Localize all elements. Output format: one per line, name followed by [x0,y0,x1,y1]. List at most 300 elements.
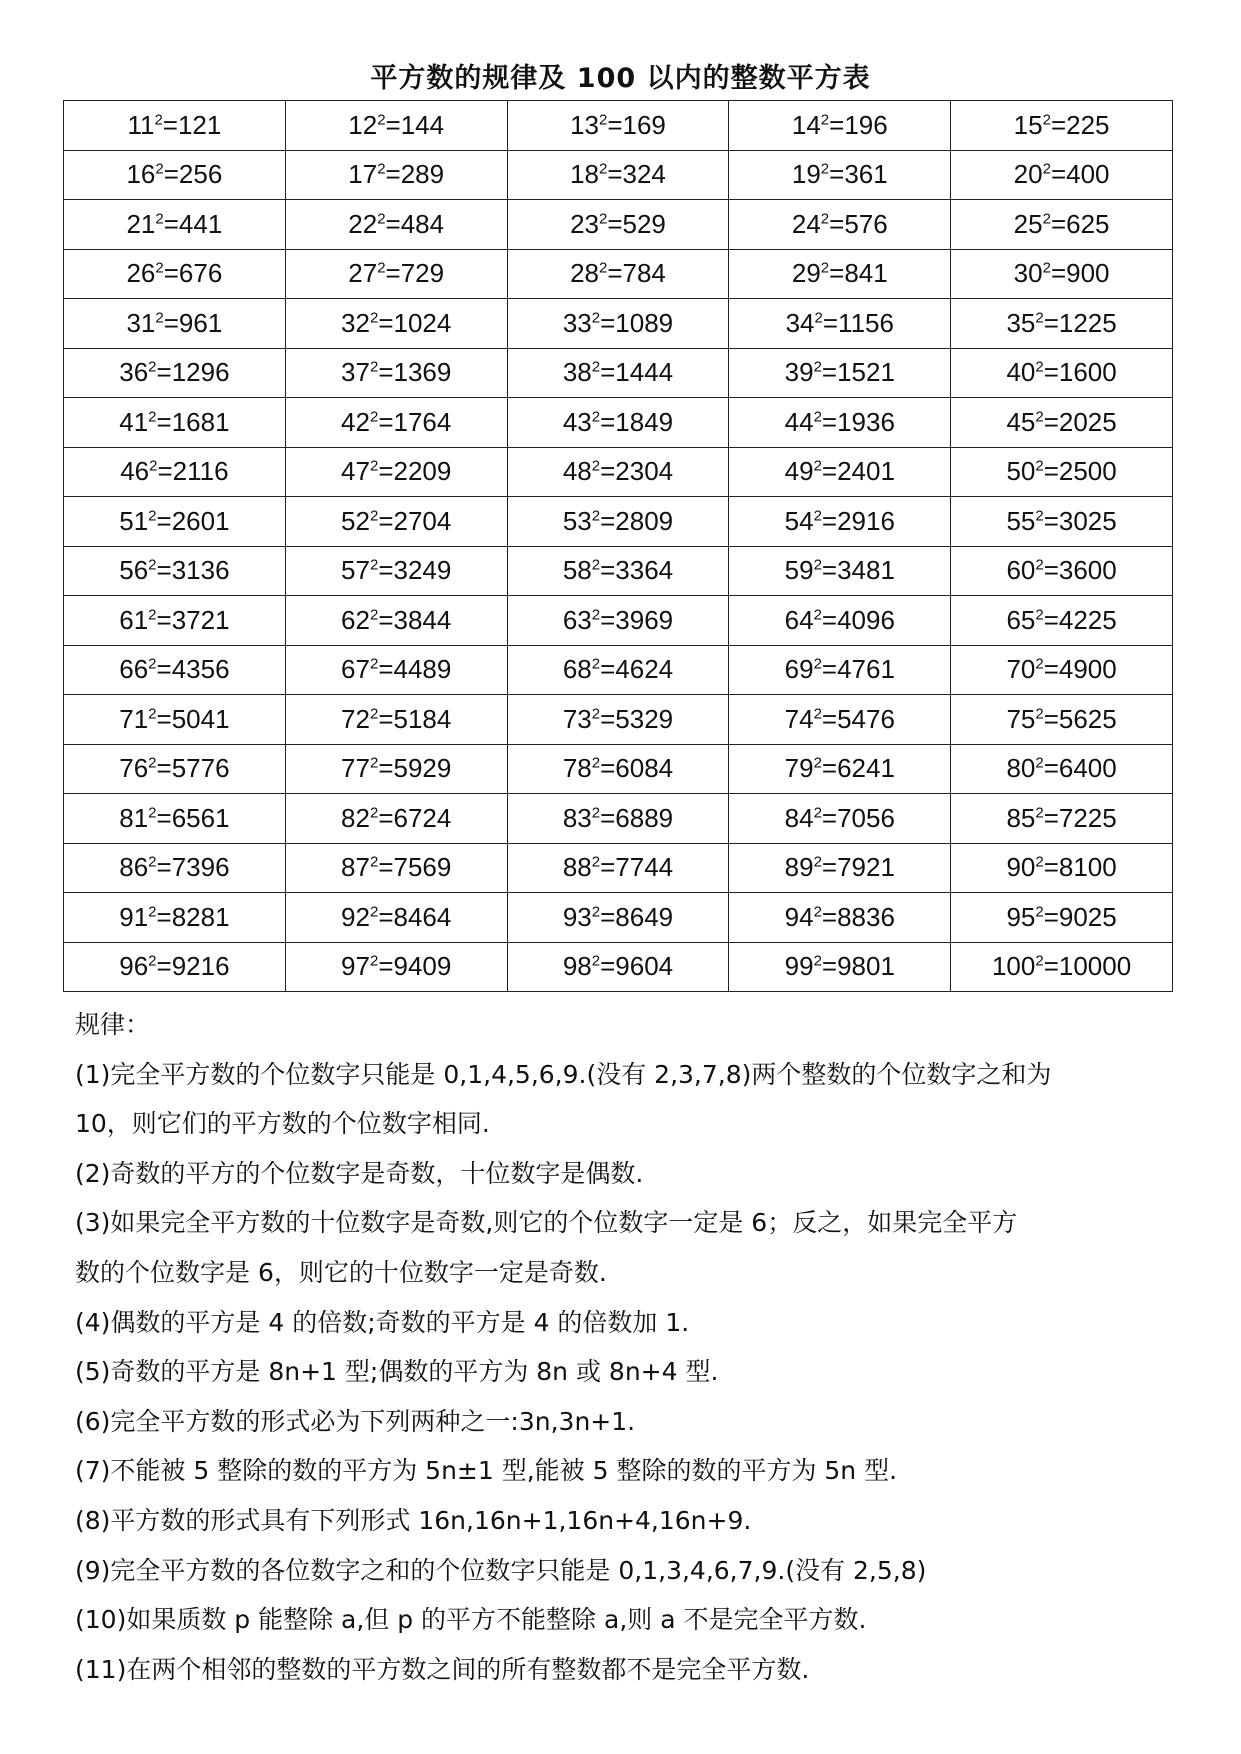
exponent: 2 [813,655,822,673]
cell-base: 79 [784,753,814,784]
exponent: 2 [1035,804,1044,822]
exponent: 2 [369,754,379,772]
exponent: 2 [1035,507,1044,525]
cell-base: 77 [341,753,370,784]
exponent: 2 [813,754,822,772]
exponent: 2 [591,309,601,327]
cell-value: 6241 [837,753,895,784]
cell-base: 19 [791,159,821,190]
square-cell [285,596,507,646]
cell-value: 2601 [171,505,230,536]
exponent: 2 [148,408,157,426]
square-cell [729,942,951,992]
rules-heading: 规律： [75,1010,151,1039]
cell-base: 80 [1006,753,1036,784]
equals-sign: = [156,753,172,784]
exponent: 2 [154,111,163,129]
exponent: 2 [813,952,822,970]
exponent: 2 [591,457,601,475]
exponent: 2 [813,804,822,822]
cell-value: 9216 [171,951,230,982]
cell-value: 6084 [615,753,674,784]
cell-base: 72 [341,703,370,734]
square-cell [507,794,729,844]
equals-sign: = [600,852,616,883]
equals-sign: = [385,208,401,239]
square-cell [951,596,1173,646]
exponent: 2 [1035,457,1044,475]
equals-sign: = [156,505,172,536]
cell-base: 44 [784,406,814,437]
cell-value: 7056 [837,802,895,833]
equals-sign: = [821,357,838,388]
exponent: 2 [377,210,386,228]
equals-sign: = [156,901,172,932]
square-cell [285,200,507,250]
cell-value: 1156 [838,307,894,338]
cell-base: 76 [119,753,149,784]
exponent: 2 [148,556,157,574]
cell-base: 37 [341,357,370,388]
cell-base: 87 [341,852,370,883]
cell-base: 100 [991,951,1036,982]
cell-base: 49 [784,456,814,487]
cell-base: 11 [127,109,155,140]
cell-value: 2209 [393,456,452,487]
square-cell [64,546,286,596]
cell-base: 74 [784,703,814,734]
square-cell [507,398,729,448]
exponent: 2 [598,111,608,129]
equals-sign: = [156,951,172,982]
exponent: 2 [155,210,164,228]
cell-base: 95 [1006,901,1036,932]
square-cell [507,942,729,992]
equals-sign: = [821,604,838,635]
equals-sign: = [385,159,401,190]
cell-value: 1849 [615,406,674,437]
exponent: 2 [369,556,379,574]
exponent: 2 [1035,408,1044,426]
equals-sign: = [378,802,394,833]
cell-value: 169 [622,109,666,140]
cell-base: 23 [570,208,599,239]
square-cell [507,546,729,596]
cell-value: 144 [400,109,445,140]
cell-base: 12 [348,109,378,140]
equals-sign: = [378,852,394,883]
table-row [64,843,1173,893]
table-row [64,101,1173,151]
exponent: 2 [1035,952,1044,970]
exponent: 2 [591,903,601,921]
cell-value: 2500 [1058,456,1117,487]
exponent: 2 [1035,358,1044,376]
square-cell [951,893,1173,943]
cell-value: 841 [844,258,888,289]
square-cell [64,645,286,695]
square-cell [64,101,286,151]
cell-value: 3969 [615,604,674,635]
equals-sign: = [607,159,623,190]
square-cell [507,249,729,299]
cell-base: 27 [348,258,378,289]
cell-value: 4624 [615,654,674,685]
square-cell [951,200,1173,250]
square-cell [507,695,729,745]
exponent: 2 [813,556,822,574]
square-cell [951,546,1173,596]
exponent: 2 [820,160,830,178]
equals-sign: = [163,307,179,338]
cell-base: 59 [784,555,814,586]
page-title: 平方数的规律及 100 以内的整数平方表 [370,63,871,94]
square-cell [729,843,951,893]
table-row [64,695,1173,745]
square-cell [951,497,1173,547]
cell-value: 121 [177,109,222,140]
equals-sign: = [600,951,616,982]
square-cell [64,695,286,745]
equals-sign: = [821,901,838,932]
cell-base: 89 [784,852,814,883]
equals-sign: = [1043,654,1059,685]
table-row [64,596,1173,646]
square-cell [285,398,507,448]
equals-sign: = [821,654,838,685]
cell-base: 50 [1006,456,1036,487]
cell-value: 5776 [171,753,230,784]
exponent: 2 [820,111,830,129]
cell-value: 1936 [837,406,895,437]
cell-value: 1764 [393,406,452,437]
cell-base: 88 [562,852,592,883]
cell-value: 5625 [1058,703,1117,734]
equals-sign: = [1050,159,1067,190]
cell-base: 36 [119,357,149,388]
table-row [64,299,1173,349]
cell-base: 51 [119,505,149,536]
equals-sign: = [156,604,172,635]
cell-base: 73 [562,703,592,734]
cell-value: 3025 [1058,505,1117,536]
cell-base: 93 [562,901,592,932]
square-cell [507,299,729,349]
exponent: 2 [377,160,386,178]
exponent: 2 [1035,556,1044,574]
equals-sign: = [1043,357,1059,388]
square-cell [951,447,1173,497]
equals-sign: = [385,258,401,289]
equals-sign: = [1043,456,1059,487]
equals-sign: = [156,703,172,734]
cell-value: 3721 [171,604,230,635]
cell-value: 5476 [837,703,895,734]
cell-base: 83 [562,802,592,833]
cell-value: 256 [178,159,223,190]
cell-value: 2809 [615,505,674,536]
cell-base: 92 [341,901,370,932]
equals-sign: = [1043,852,1059,883]
exponent: 2 [591,606,601,624]
cell-base: 47 [341,456,370,487]
exponent: 2 [149,457,158,475]
equals-sign: = [378,555,394,586]
cell-value: 1444 [615,357,674,388]
table-row [64,398,1173,448]
exponent: 2 [369,309,379,327]
cell-base: 20 [1013,159,1043,190]
exponent: 2 [369,507,379,525]
table-row [64,447,1173,497]
cell-value: 7396 [171,852,230,883]
exponent: 2 [148,358,157,376]
exponent: 2 [1035,853,1044,871]
cell-base: 85 [1006,802,1036,833]
cell-base: 56 [119,555,149,586]
equals-sign: = [600,654,616,685]
square-cell [64,348,286,398]
cell-value: 7569 [393,852,452,883]
equals-sign: = [1043,604,1059,635]
square-cell [951,645,1173,695]
cell-value: 4900 [1058,654,1117,685]
exponent: 2 [813,457,822,475]
cell-value: 1600 [1058,357,1117,388]
cell-base: 25 [1013,208,1043,239]
square-cell [64,744,286,794]
square-cell [285,893,507,943]
equals-sign: = [822,307,839,338]
cell-base: 46 [120,456,150,487]
cell-value: 5329 [615,703,674,734]
cell-base: 38 [562,357,592,388]
equals-sign: = [163,159,179,190]
exponent: 2 [148,655,157,673]
exponent: 2 [591,556,601,574]
equals-sign: = [1050,258,1067,289]
equals-sign: = [821,456,838,487]
rule-line: (1)完全平方数的个位数字只能是 0,1,4,5,6,9.(没有 2,3,7,8)两个整数的个位数字之和为 [75,1059,1052,1089]
square-cell [507,497,729,547]
cell-value: 6889 [615,802,674,833]
cell-base: 98 [562,951,592,982]
square-cell [729,101,951,151]
rule-line: (11)在两个相邻的整数的平方数之间的所有整数都不是完全平方数. [75,1654,810,1684]
equals-sign: = [1050,109,1067,140]
equals-sign: = [600,901,616,932]
square-cell [951,744,1173,794]
equals-sign: = [821,505,838,536]
square-cell [285,794,507,844]
square-cell [64,398,286,448]
exponent: 2 [820,210,830,228]
equals-sign: = [829,159,845,190]
equals-sign: = [829,109,845,140]
square-cell [729,447,951,497]
equals-sign: = [600,802,616,833]
equals-sign: = [378,307,394,338]
cell-base: 22 [348,208,378,239]
cell-value: 2916 [837,505,895,536]
cell-value: 3844 [393,604,452,635]
cell-value: 8281 [171,901,230,932]
cell-value: 2025 [1058,406,1117,437]
cell-value: 196 [844,109,888,140]
cell-base: 55 [1006,505,1036,536]
rule-line: (10)如果质数 p 能整除 a,但 p 的平方不能整除 a,则 a 不是完全平方数. [75,1605,867,1635]
rule-line: (3)如果完全平方数的十位数字是奇数,则它的个位数字一定是 6；反之，如果完全平方 [75,1208,1018,1238]
table-row [64,200,1173,250]
square-cell [507,447,729,497]
cell-value: 9025 [1058,901,1117,932]
exponent: 2 [1042,111,1051,129]
square-cell [507,843,729,893]
cell-base: 64 [784,604,814,635]
cell-value: 8100 [1058,852,1117,883]
cell-base: 58 [562,555,592,586]
cell-base: 82 [341,802,370,833]
cell-value: 7744 [615,852,674,883]
square-cell [64,249,286,299]
square-cell [951,398,1173,448]
square-cell [729,200,951,250]
cell-base: 24 [791,208,821,239]
equals-sign: = [378,901,394,932]
exponent: 2 [148,507,157,525]
square-cell [951,150,1173,200]
cell-base: 31 [126,307,156,338]
equals-sign: = [600,753,616,784]
equals-sign: = [1043,802,1059,833]
cell-value: 3481 [837,555,895,586]
square-cell [507,645,729,695]
equals-sign: = [156,555,172,586]
square-cell [729,348,951,398]
square-cell [64,299,286,349]
equals-sign: = [600,357,616,388]
equals-sign: = [162,109,178,140]
equals-sign: = [157,456,173,487]
cell-value: 5184 [393,703,452,734]
exponent: 2 [813,903,822,921]
exponent: 2 [369,606,379,624]
cell-base: 70 [1006,654,1036,685]
square-cell [285,942,507,992]
equals-sign: = [385,109,401,140]
equals-sign: = [821,753,838,784]
table-row [64,497,1173,547]
exponent: 2 [1035,606,1044,624]
equals-sign: = [156,654,172,685]
cell-base: 60 [1006,555,1036,586]
equals-sign: = [600,456,616,487]
cell-value: 400 [1066,159,1110,190]
equals-sign: = [1043,505,1059,536]
cell-value: 3136 [171,555,230,586]
rule-line: 数的个位数字是 6，则它的十位数字一定是奇数. [75,1257,607,1287]
cell-base: 75 [1006,703,1036,734]
exponent: 2 [1035,655,1044,673]
square-cell [64,794,286,844]
square-cell [729,150,951,200]
exponent: 2 [591,952,601,970]
square-cell [64,596,286,646]
exponent: 2 [369,952,379,970]
exponent: 2 [148,754,157,772]
square-cell [951,843,1173,893]
rule-line: (2)奇数的平方的个位数字是奇数，十位数字是偶数. [75,1158,644,1188]
square-cell [285,299,507,349]
square-cell [729,596,951,646]
rule-line: (7)不能被 5 整除的数的平方为 5n±1 型,能被 5 整除的数的平方为 5n 型. [75,1456,898,1486]
cell-value: 3364 [615,555,674,586]
table-row [64,893,1173,943]
equals-sign: = [378,505,394,536]
square-cell [729,645,951,695]
cell-value: 6561 [171,802,230,833]
square-cell [507,744,729,794]
squares-table-body [64,101,1173,992]
cell-base: 66 [119,654,149,685]
exponent: 2 [148,705,157,723]
square-cell [285,546,507,596]
rule-line: (6)完全平方数的形式必为下列两种之一:3n,3n+1. [75,1406,636,1436]
cell-base: 43 [562,406,592,437]
cell-value: 900 [1066,258,1110,289]
cell-value: 529 [622,208,666,239]
cell-value: 729 [400,258,445,289]
exponent: 2 [598,210,608,228]
exponent: 2 [820,259,830,277]
square-cell [285,249,507,299]
cell-value: 1089 [615,307,674,338]
cell-base: 69 [784,654,814,685]
cell-value: 784 [622,258,666,289]
cell-base: 86 [119,852,149,883]
square-cell [64,497,286,547]
square-cell [729,398,951,448]
cell-base: 78 [562,753,592,784]
cell-base: 18 [570,159,599,190]
equals-sign: = [600,703,616,734]
cell-value: 1369 [393,357,452,388]
square-cell [951,249,1173,299]
square-cell [729,299,951,349]
exponent: 2 [591,655,601,673]
square-cell [285,744,507,794]
square-cell [729,497,951,547]
equals-sign: = [821,852,838,883]
equals-sign: = [163,258,179,289]
exponent: 2 [155,160,164,178]
equals-sign: = [1043,703,1059,734]
exponent: 2 [598,259,608,277]
cell-base: 99 [784,951,814,982]
cell-base: 34 [785,307,815,338]
equals-sign: = [821,555,838,586]
equals-sign: = [600,604,616,635]
cell-value: 9604 [615,951,674,982]
equals-sign: = [156,357,172,388]
cell-base: 90 [1006,852,1036,883]
cell-base: 61 [119,604,149,635]
cell-base: 96 [119,951,149,982]
rules-list [75,1050,1185,1695]
square-cell [285,348,507,398]
exponent: 2 [1042,160,1051,178]
table-row [64,546,1173,596]
